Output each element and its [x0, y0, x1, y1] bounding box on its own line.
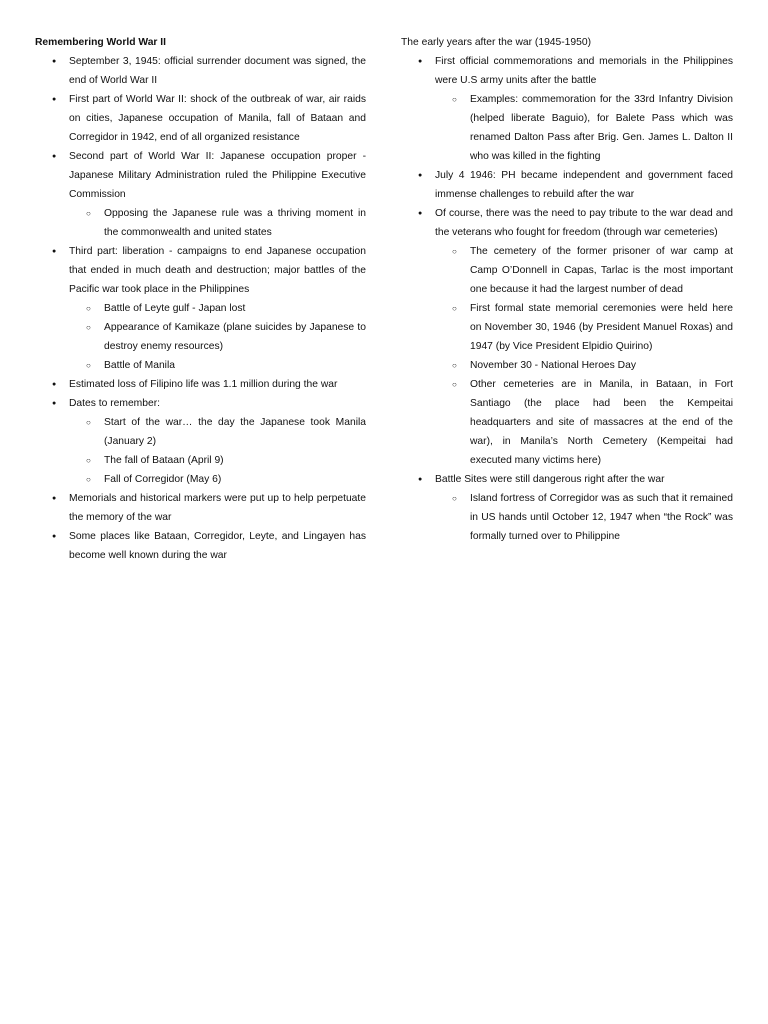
- list-item: ● September 3, 1945: official surrender document was signed, the end of World War II: [35, 52, 366, 90]
- sub-list-item: ○ Other cemeteries are in Manila, in Bataan, in Fort Santiago (the place had been the Kempeitai headquarters and site of massacres at the end of the war), in Manila’s North Cemetery (Kempeitai had executed many victims here): [435, 375, 733, 470]
- left-bullet-list: [35, 52, 366, 565]
- right-column: [401, 33, 733, 546]
- left-column: [35, 33, 366, 565]
- sub-list-item: ○ Examples: commemoration for the 33rd Infantry Division (helped liberate Baguio), for Balete Pass which was renamed Dalton Pass after Brig. Gen. James L. Dalton II who was killed in the fighting: [435, 90, 733, 166]
- section-title-right: The early years after the war (1945-1950): [401, 37, 592, 48]
- list-item: ● First part of World War II: shock of the outbreak of war, air raids on cities, Japanese occupation of Manila, fall of Bataan and Corregidor in 1942, end of all organized resistance: [35, 90, 366, 147]
- sub-list: [435, 489, 733, 546]
- sub-list: [69, 413, 366, 489]
- list-item: ● July 4 1946: PH became independent and government faced immense challenges to rebuild after the war: [401, 166, 733, 204]
- sub-list-item: ○ Battle of Leyte gulf - Japan lost: [69, 299, 366, 318]
- list-item: ● Of course, there was the need to pay tribute to the war dead and the veterans who fought for freedom (through war cemeteries) ○ The cemetery of the former prisoner of war camp at Camp O’Donnell in Capas, Tarlac is the most important one because it had the largest number of dead ○ First formal state memorial ceremonies were held here on November 30, 1946 (by President Manuel Roxas) and 1947 (by Vice President Elpidio Quirino) ○ November 30 - National Heroes Day ○ Other cemeteries are in Manila, in Bataan, in Fort Santiago (the place had been the Kempeitai headquarters and site of massacres at the end of the war), in Manila’s North Cemetery (Kempeitai had executed many victims here): [401, 204, 733, 470]
- sub-list-item: ○ The fall of Bataan (April 9): [69, 451, 366, 470]
- sub-list-item: ○ First formal state memorial ceremonies were held here on November 30, 1946 (by President Manuel Roxas) and 1947 (by Vice President Elpidio Quirino): [435, 299, 733, 356]
- list-item: ● Third part: liberation - campaigns to end Japanese occupation that ended in much death and destruction; major battles of the Pacific war took place in the Philippines ○ Battle of Leyte gulf - Japan lost ○ Appearance of Kamikaze (plane suicides by Japanese to destroy enemy resources) ○ Battle of Manila: [35, 242, 366, 375]
- sub-list-item: ○ Start of the war… the day the Japanese took Manila (January 2): [69, 413, 366, 451]
- sub-list: [435, 90, 733, 166]
- section-title-left: Remembering World War II: [35, 37, 167, 48]
- list-item: ● Second part of World War II: Japanese occupation proper - Japanese Military Administration ruled the Philippine Executive Commission ○ Opposing the Japanese rule was a thriving moment in the commonwealth and united states: [35, 147, 366, 242]
- sub-list: [69, 204, 366, 242]
- list-item: ● Some places like Bataan, Corregidor, Leyte, and Lingayen has become well known during the war: [35, 527, 366, 565]
- list-item: ● Estimated loss of Filipino life was 1.1 million during the war: [35, 375, 366, 394]
- sub-list-item: ○ The cemetery of the former prisoner of war camp at Camp O’Donnell in Capas, Tarlac is the most important one because it had the largest number of dead: [435, 242, 733, 299]
- sub-list: [69, 299, 366, 375]
- sub-list-item: ○ November 30 - National Heroes Day: [435, 356, 733, 375]
- sub-list: [435, 242, 733, 470]
- sub-list-item: ○ Opposing the Japanese rule was a thriving moment in the commonwealth and united states: [69, 204, 366, 242]
- sub-list-item: ○ Fall of Corregidor (May 6): [69, 470, 366, 489]
- list-item: ● Dates to remember: ○ Start of the war… the day the Japanese took Manila (January 2) ○ The fall of Bataan (April 9) ○ Fall of Corregidor (May 6): [35, 394, 366, 489]
- right-bullet-list: [401, 52, 733, 546]
- list-item: ● First official commemorations and memorials in the Philippines were U.S army units after the battle ○ Examples: commemoration for the 33rd Infantry Division (helped liberate Baguio), for Balete Pass which was renamed Dalton Pass after Brig. Gen. James L. Dalton II who was killed in the fighting: [401, 52, 733, 166]
- list-item: ● Memorials and historical markers were put up to help perpetuate the memory of the war: [35, 489, 366, 527]
- sub-list-item: ○ Appearance of Kamikaze (plane suicides by Japanese to destroy enemy resources): [69, 318, 366, 356]
- sub-list-item: ○ Island fortress of Corregidor was as such that it remained in US hands until October 12, 1947 when “the Rock” was formally turned over to Philippine: [435, 489, 733, 546]
- sub-list-item: ○ Battle of Manila: [69, 356, 366, 375]
- list-item: ● Battle Sites were still dangerous right after the war ○ Island fortress of Corregidor was as such that it remained in US hands until October 12, 1947 when “the Rock” was formally turned over to Philippine: [401, 470, 733, 546]
